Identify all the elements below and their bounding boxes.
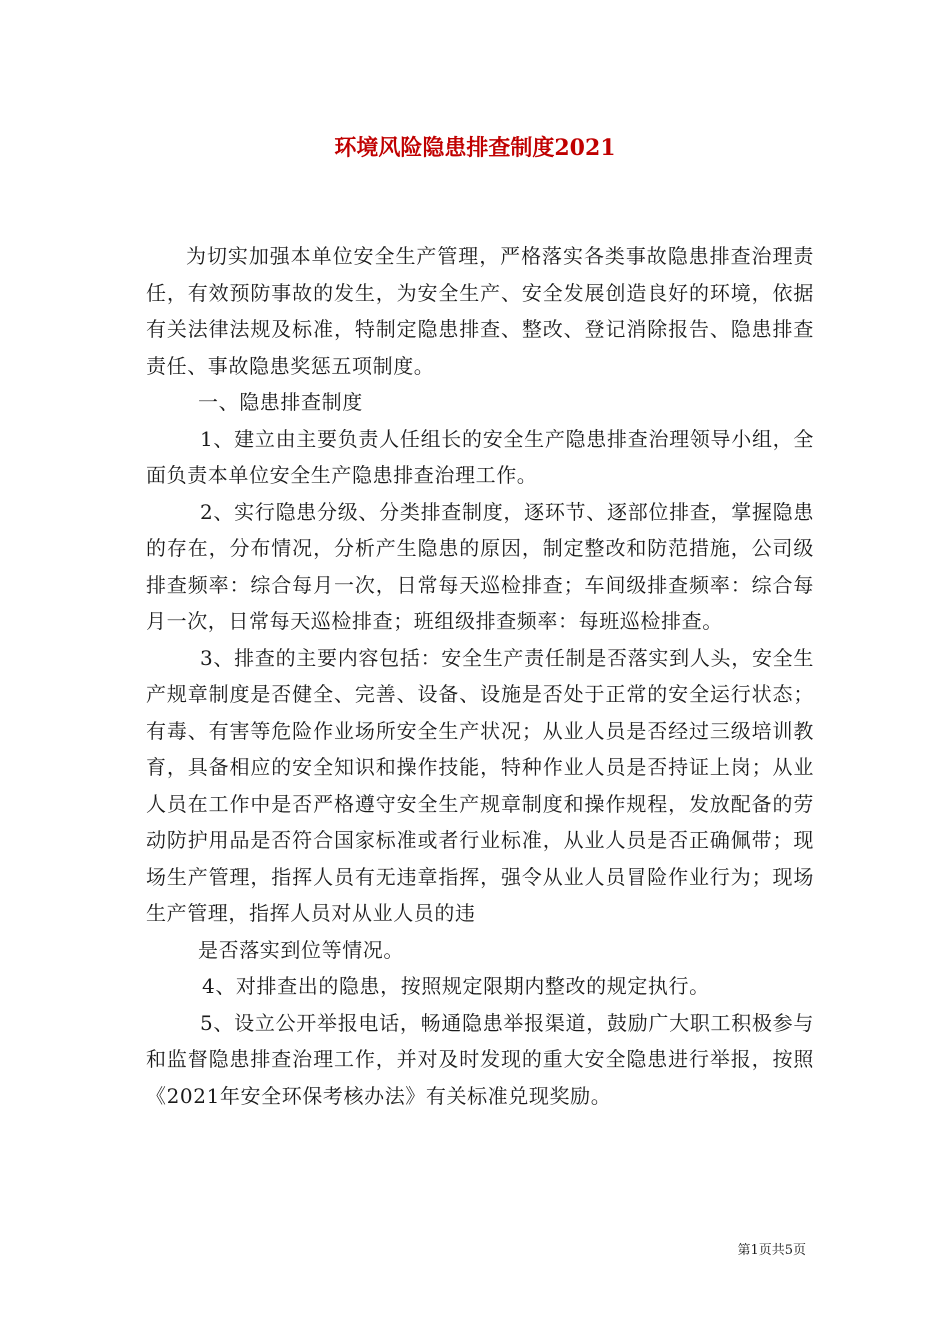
page-number-footer: 第1页共5页 <box>737 1243 806 1258</box>
item-3-paragraph: 3、排查的主要内容包括：安全生产责任制是否落实到人头，安全生产规章制度是否健全、完善、设备、设施是否处于正常的安全运行状态；有毒、有害等危险作业场所安全生产状况；从业人员是否经过三级培训教育，具备相应的安全知识和操作技能，特种作业人员是否持证上岗；从业人员在工作中是否严格遵守安全生产规章制度和操作规程，发放配备的劳动防护用品是否符合国家标准或者行业标准，从业人员是否正确佩带；现场生产管理，指挥人员有无违章指挥，强令从业人员冒险作业行为；现场生产管理，指挥人员对从业人员的违 <box>146 645 814 925</box>
item-2-paragraph: 2、实行隐患分级、分类排查制度，逐环节、逐部位排查，掌握隐患的存在，分布情况，分析产生隐患的原因，制定整改和防范措施，公司级排查频率：综合每月一次，日常每天巡检排查；车间级排查频率：综合每月一次，日常每天巡检排查；班组级排查频率：每班巡检排查。 <box>146 499 814 633</box>
item-5-paragraph: 5、设立公开举报电话，畅通隐患举报渠道，鼓励广大职工积极参与和监督隐患排查治理工作，并对及时发现的重大安全隐患进行举报，按照《2021年安全环保考核办法》有关标准兑现奖励。 <box>146 1010 814 1108</box>
item-4-paragraph: 4、对排查出的隐患，按照规定限期内整改的规定执行。 <box>202 974 710 998</box>
item-3-continuation: 是否落实到位等情况。 <box>198 937 404 962</box>
item-1-paragraph: 1、建立由主要负责人任组长的安全生产隐患排查治理领导小组，全面负责本单位安全生产隐患排查治理工作。 <box>146 426 814 487</box>
intro-paragraph: 为切实加强本单位安全生产管理，严格落实各类事故隐患排查治理责任，有效预防事故的发生，为安全生产、安全发展创造良好的环境，依据有关法律法规及标准，特制定隐患排查、整改、登记消除报告、隐患排查责任、事故隐患奖惩五项制度。 <box>146 244 814 378</box>
section-heading: 一、隐患排查制度 <box>198 390 363 414</box>
document-body <box>146 238 814 1114</box>
document-title: 环境风险隐患排查制度2021 <box>334 135 616 161</box>
